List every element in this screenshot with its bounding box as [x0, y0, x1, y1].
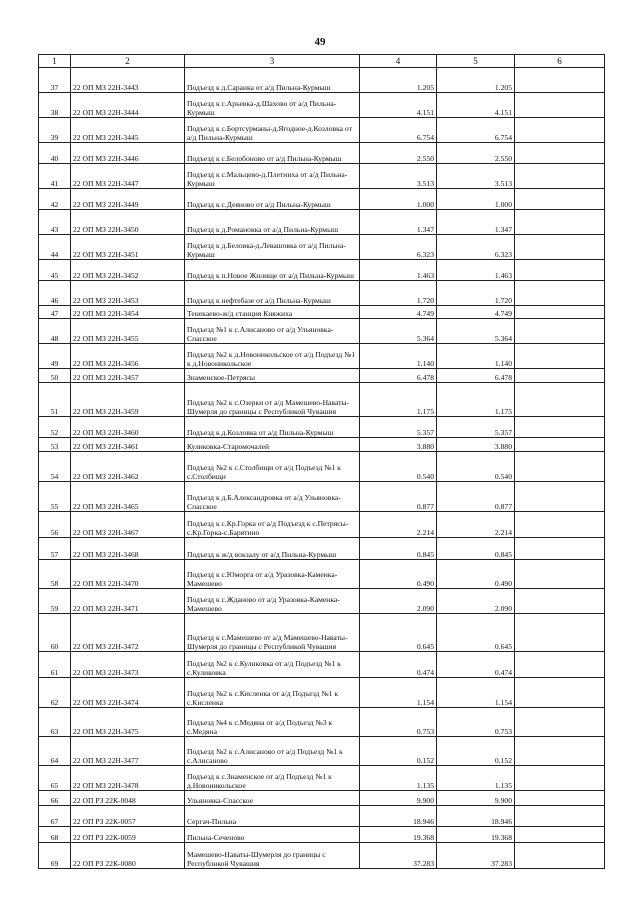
length-value-5: 0.152	[437, 737, 515, 766]
length-value-5: 4.749	[437, 306, 515, 319]
road-id: 22 ОП МЗ 22Н-3467	[71, 512, 185, 538]
length-value-4: 2.214	[360, 512, 437, 538]
road-name: Подъезд №4 к с.Медяна от а/д Подъезд №3 к с.Медяна	[185, 708, 360, 737]
length-value-5: 1.000	[437, 189, 515, 210]
road-name: Подъезд к с.Знаменское от а/д Подъезд №1 к д.Новоникольское	[185, 766, 360, 791]
row-number: 57	[39, 538, 71, 560]
table-row	[39, 806, 605, 827]
column-header: 6	[515, 55, 605, 68]
road-id: 22 ОП МЗ 22Н-3451	[71, 235, 185, 260]
row-number: 46	[39, 281, 71, 306]
table-row	[39, 678, 605, 708]
road-name: Подъезд к с.Жданово от а/д Уразовка-Каменка-Мамешево	[185, 589, 360, 614]
length-value-4: 0.540	[360, 452, 437, 482]
table-row	[39, 560, 605, 589]
roads-table	[38, 54, 605, 869]
column-6-cell	[515, 482, 605, 512]
length-value-4: 6.323	[360, 235, 437, 260]
column-6-cell	[515, 306, 605, 319]
column-header: 5	[437, 55, 515, 68]
length-value-5: 1.175	[437, 383, 515, 417]
road-id: 22 ОП МЗ 22Н-3477	[71, 737, 185, 766]
road-name: Подъезд №2 к с.Кисленка от а/д Подъезд №1 к с.Кисленка	[185, 678, 360, 708]
length-value-5: 6.323	[437, 235, 515, 260]
row-number: 48	[39, 319, 71, 344]
road-id: 22 ОП МЗ 22Н-3470	[71, 560, 185, 589]
row-number: 61	[39, 652, 71, 678]
length-value-5: 1.720	[437, 281, 515, 306]
row-number: 54	[39, 452, 71, 482]
column-6-cell	[515, 281, 605, 306]
column-6-cell	[515, 260, 605, 281]
table-row	[39, 652, 605, 678]
length-value-5: 3.880	[437, 438, 515, 452]
road-name: Пильна-Сеченово	[185, 827, 360, 843]
table-row	[39, 189, 605, 210]
row-number: 38	[39, 93, 71, 118]
road-name: Подъезд к нефтебазе от а/д Пильна-Курмыш	[185, 281, 360, 306]
road-name: Подъезд №2 к с.Куликовка от а/д Подъезд №1 к с.Куликовка	[185, 652, 360, 678]
length-value-4: 2.090	[360, 589, 437, 614]
road-name: Подъезд к с.Арьевка-д.Шахово от а/д Пильна-Курмыш	[185, 93, 360, 118]
road-name: Подъезд №1 к с.Алисаново от а/д Ульяновка-Спасское	[185, 319, 360, 344]
column-header: 4	[360, 55, 437, 68]
length-value-4: 0.845	[360, 538, 437, 560]
row-number: 69	[39, 843, 71, 869]
length-value-5: 1.140	[437, 344, 515, 369]
table-row	[39, 319, 605, 344]
length-value-5: 5.357	[437, 417, 515, 438]
length-value-5: 19.368	[437, 827, 515, 843]
road-id: 22 ОП МЗ 22Н-3449	[71, 189, 185, 210]
length-value-4: 1.154	[360, 678, 437, 708]
road-name: Подъезд №2 к с.Озерки от а/д Мамешево-Наваты-Шумерля до границы с Республикой Чувашия	[185, 383, 360, 417]
length-value-5: 6.478	[437, 369, 515, 383]
length-value-4: 1.135	[360, 766, 437, 791]
row-number: 50	[39, 369, 71, 383]
row-number: 56	[39, 512, 71, 538]
road-name: Знаменское-Петрясы	[185, 369, 360, 383]
row-number: 58	[39, 560, 71, 589]
length-value-4: 0.753	[360, 708, 437, 737]
road-id: 22 ОП МЗ 22Н-3462	[71, 452, 185, 482]
road-name: Подъезд к д.Саранка от а/д Пильна-Курмыш	[185, 68, 360, 93]
row-number: 62	[39, 678, 71, 708]
road-id: 22 ОП МЗ 22Н-3459	[71, 383, 185, 417]
road-id: 22 ОП МЗ 22Н-3473	[71, 652, 185, 678]
column-6-cell	[515, 766, 605, 791]
row-number: 37	[39, 68, 71, 93]
road-name: Подъезд к с.Бортсурманы-д.Ягодное-д.Козловка от а/д Пильна-Курмыш	[185, 118, 360, 143]
road-id: 22 ОП МЗ 22Н-3460	[71, 417, 185, 438]
table-row	[39, 383, 605, 417]
table-body	[39, 68, 605, 869]
table-row	[39, 235, 605, 260]
road-id: 22 ОП МЗ 22Н-3478	[71, 766, 185, 791]
length-value-4: 4.151	[360, 93, 437, 118]
table-row	[39, 438, 605, 452]
row-number: 47	[39, 306, 71, 319]
row-number: 60	[39, 614, 71, 652]
length-value-4: 19.368	[360, 827, 437, 843]
road-id: 22 ОП МЗ 22Н-3450	[71, 210, 185, 235]
table-row	[39, 614, 605, 652]
road-name: Ульяновка-Спасское	[185, 791, 360, 806]
column-6-cell	[515, 652, 605, 678]
road-id: 22 ОП МЗ 22Н-3455	[71, 319, 185, 344]
length-value-5: 1.205	[437, 68, 515, 93]
road-name: Подъезд №2 к с.Столбищи от а/д Подъезд №1 к с.Столбищи	[185, 452, 360, 482]
road-id: 22 ОП МЗ 22Н-3456	[71, 344, 185, 369]
length-value-5: 1.463	[437, 260, 515, 281]
length-value-5: 2.214	[437, 512, 515, 538]
length-value-5: 37.283	[437, 843, 515, 869]
table-row	[39, 281, 605, 306]
table-row	[39, 737, 605, 766]
road-name: Подъезд к д.Романовка от а/д Пильна-Курмыш	[185, 210, 360, 235]
length-value-5: 5.364	[437, 319, 515, 344]
road-id: 22 ОП МЗ 22Н-3443	[71, 68, 185, 93]
table-row	[39, 369, 605, 383]
length-value-4: 37.283	[360, 843, 437, 869]
road-id: 22 ОП МЗ 22Н-3444	[71, 93, 185, 118]
road-name: Тенекаево-ж/д станция Княжиха	[185, 306, 360, 319]
column-header: 3	[185, 55, 360, 68]
road-id: 22 ОП МЗ 22Н-3472	[71, 614, 185, 652]
length-value-5: 0.753	[437, 708, 515, 737]
column-6-cell	[515, 737, 605, 766]
length-value-4: 2.550	[360, 143, 437, 164]
table-row	[39, 93, 605, 118]
length-value-4: 0.474	[360, 652, 437, 678]
row-number: 41	[39, 164, 71, 189]
table-row	[39, 766, 605, 791]
table-row	[39, 452, 605, 482]
length-value-4: 0.152	[360, 737, 437, 766]
road-id: 22 ОП МЗ 22Н-3447	[71, 164, 185, 189]
column-6-cell	[515, 189, 605, 210]
length-value-5: 0.877	[437, 482, 515, 512]
column-6-cell	[515, 164, 605, 189]
row-number: 44	[39, 235, 71, 260]
row-number: 43	[39, 210, 71, 235]
length-value-4: 3.880	[360, 438, 437, 452]
road-name: Подъезд к с.Деяново от а/д Пильна-Курмыш	[185, 189, 360, 210]
table-row	[39, 538, 605, 560]
column-6-cell	[515, 678, 605, 708]
road-id: 22 ОП МЗ 22Н-3453	[71, 281, 185, 306]
column-6-cell	[515, 344, 605, 369]
length-value-4: 6.754	[360, 118, 437, 143]
length-value-4: 0.877	[360, 482, 437, 512]
road-id: 22 ОП МЗ 22Н-3446	[71, 143, 185, 164]
road-name: Подъезд к д.Козловка от а/д Пильна-Курмыш	[185, 417, 360, 438]
length-value-4: 0.490	[360, 560, 437, 589]
length-value-5: 1.347	[437, 210, 515, 235]
row-number: 52	[39, 417, 71, 438]
column-6-cell	[515, 438, 605, 452]
page-number: 49	[314, 36, 326, 48]
row-number: 45	[39, 260, 71, 281]
road-name: Подъезд к с.Мамешево от а/д Мамешево-Наваты-Шумерля до границы с Республикой Чувашия	[185, 614, 360, 652]
column-6-cell	[515, 512, 605, 538]
table-row	[39, 708, 605, 737]
row-number: 53	[39, 438, 71, 452]
length-value-5: 2.090	[437, 589, 515, 614]
road-name: Подъезд к с.Кр.Горка от а/д Подъезд к с.Петрясы-с.Кр.Горка-с.Барятино	[185, 512, 360, 538]
column-6-cell	[515, 93, 605, 118]
road-id: 22 ОП МЗ 22Н-3452	[71, 260, 185, 281]
table-row	[39, 260, 605, 281]
length-value-4: 1.720	[360, 281, 437, 306]
length-value-4: 9.900	[360, 791, 437, 806]
length-value-4: 3.513	[360, 164, 437, 189]
road-name: Подъезд к ж/д вокзалу от а/д Пильна-Курмыш	[185, 538, 360, 560]
row-number: 42	[39, 189, 71, 210]
column-6-cell	[515, 452, 605, 482]
column-6-cell	[515, 589, 605, 614]
column-6-cell	[515, 827, 605, 843]
table-row	[39, 417, 605, 438]
length-value-5: 0.490	[437, 560, 515, 589]
row-number: 68	[39, 827, 71, 843]
column-6-cell	[515, 560, 605, 589]
column-6-cell	[515, 417, 605, 438]
road-name: Подъезд №2 к д.Новоникольское от а/д Подъезд №1 к д.Новоникольское	[185, 344, 360, 369]
length-value-5: 0.845	[437, 538, 515, 560]
row-number: 67	[39, 806, 71, 827]
table-row	[39, 164, 605, 189]
road-name: Подъезд №2 к с.Алисаново от а/д Подъезд №1 к с.Алисаново	[185, 737, 360, 766]
column-6-cell	[515, 538, 605, 560]
table-row	[39, 118, 605, 143]
table-row	[39, 827, 605, 843]
road-id: 22 ОП МЗ 22Н-3468	[71, 538, 185, 560]
length-value-4: 1.000	[360, 189, 437, 210]
road-id: 22 ОП МЗ 22Н-3457	[71, 369, 185, 383]
road-id: 22 ОП МЗ 22Н-3445	[71, 118, 185, 143]
row-number: 49	[39, 344, 71, 369]
length-value-4: 1.463	[360, 260, 437, 281]
length-value-4: 1.175	[360, 383, 437, 417]
length-value-5: 1.135	[437, 766, 515, 791]
column-6-cell	[515, 791, 605, 806]
length-value-4: 6.478	[360, 369, 437, 383]
column-6-cell	[515, 843, 605, 869]
column-6-cell	[515, 369, 605, 383]
column-6-cell	[515, 68, 605, 93]
road-id: 22 ОП МЗ 22Н-3465	[71, 482, 185, 512]
table-row	[39, 68, 605, 93]
row-number: 39	[39, 118, 71, 143]
table-row	[39, 512, 605, 538]
column-6-cell	[515, 806, 605, 827]
road-id: 22 ОП МЗ 22Н-3471	[71, 589, 185, 614]
table-header-row	[39, 55, 605, 68]
row-number: 65	[39, 766, 71, 791]
length-value-5: 18.946	[437, 806, 515, 827]
row-number: 66	[39, 791, 71, 806]
column-6-cell	[515, 383, 605, 417]
row-number: 59	[39, 589, 71, 614]
length-value-5: 0.645	[437, 614, 515, 652]
column-6-cell	[515, 708, 605, 737]
road-id: 22 ОП МЗ 22Н-3454	[71, 306, 185, 319]
table-row	[39, 482, 605, 512]
table-row	[39, 210, 605, 235]
length-value-4: 5.357	[360, 417, 437, 438]
road-name: Куликовка-Старомочалей	[185, 438, 360, 452]
column-header: 2	[71, 55, 185, 68]
length-value-5: 3.513	[437, 164, 515, 189]
length-value-5: 6.754	[437, 118, 515, 143]
length-value-4: 1.347	[360, 210, 437, 235]
row-number: 51	[39, 383, 71, 417]
road-name: Подъезд к с.Мальцево-д.Плетниха от а/д Пильна-Курмыш	[185, 164, 360, 189]
length-value-5: 9.900	[437, 791, 515, 806]
length-value-4: 18.946	[360, 806, 437, 827]
road-id: 22 ОП МЗ 22Н-3475	[71, 708, 185, 737]
length-value-4: 0.645	[360, 614, 437, 652]
length-value-4: 4.749	[360, 306, 437, 319]
length-value-5: 4.151	[437, 93, 515, 118]
road-name: Мамешево-Наваты-Шумерля до границы с Республикой Чувашия	[185, 843, 360, 869]
row-number: 40	[39, 143, 71, 164]
length-value-5: 1.154	[437, 678, 515, 708]
table-row	[39, 143, 605, 164]
length-value-5: 0.540	[437, 452, 515, 482]
table-row	[39, 791, 605, 806]
column-6-cell	[515, 235, 605, 260]
road-name: Сергач-Пильна	[185, 806, 360, 827]
table-row	[39, 306, 605, 319]
length-value-4: 1.205	[360, 68, 437, 93]
road-name: Подъезд к д.Беловка-д.Левашовка от а/д Пильна-Курмыш	[185, 235, 360, 260]
road-id: 22 ОП РЗ 22К-0057	[71, 806, 185, 827]
road-id: 22 ОП РЗ 22К-0080	[71, 843, 185, 869]
column-6-cell	[515, 143, 605, 164]
road-name: Подъезд к с.Белобоново от а/д Пильна-Курмыш	[185, 143, 360, 164]
road-name: Подъезд к с.Юморга от а/д Уразовка-Каменка-Мамешево	[185, 560, 360, 589]
road-name: Подъезд к п.Новое Жилище от а/д Пильна-Курмыш	[185, 260, 360, 281]
column-6-cell	[515, 210, 605, 235]
column-6-cell	[515, 118, 605, 143]
road-id: 22 ОП МЗ 22Н-3474	[71, 678, 185, 708]
road-name: Подъезд к д.Б.Александровка от а/д Ульяновка-Спасское	[185, 482, 360, 512]
row-number: 55	[39, 482, 71, 512]
row-number: 64	[39, 737, 71, 766]
row-number: 63	[39, 708, 71, 737]
length-value-4: 5.364	[360, 319, 437, 344]
road-id: 22 ОП РЗ 22К-0059	[71, 827, 185, 843]
road-id: 22 ОП РЗ 22К-0048	[71, 791, 185, 806]
column-6-cell	[515, 614, 605, 652]
column-header: 1	[39, 55, 71, 68]
length-value-4: 1.140	[360, 344, 437, 369]
length-value-5: 2.550	[437, 143, 515, 164]
length-value-5: 0.474	[437, 652, 515, 678]
table-row	[39, 589, 605, 614]
road-id: 22 ОП МЗ 22Н-3461	[71, 438, 185, 452]
column-6-cell	[515, 319, 605, 344]
table-row	[39, 843, 605, 869]
table-row	[39, 344, 605, 369]
